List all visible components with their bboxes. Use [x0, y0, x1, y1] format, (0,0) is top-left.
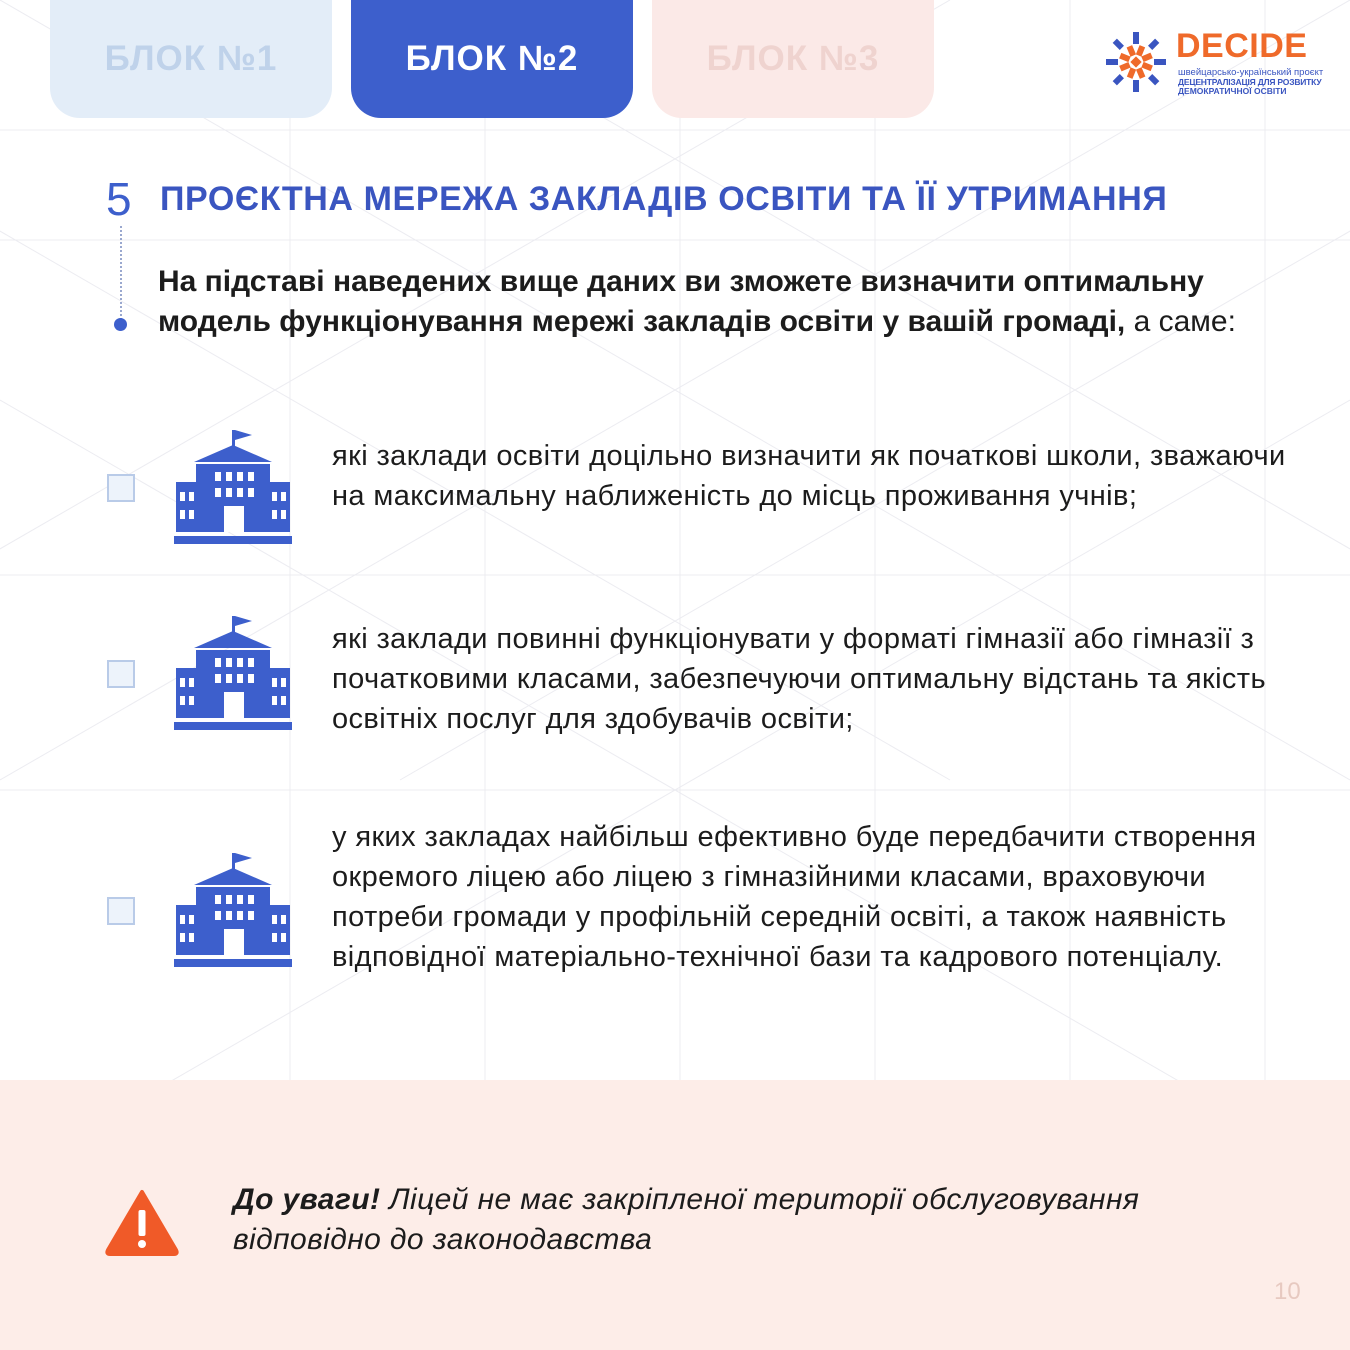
checkbox[interactable] — [107, 474, 135, 502]
intro-bold-text: На підставі наведених вище даних ви зможете визначити оптимальну модель функціонування мережі закладів освіти у вашій громаді, — [158, 265, 1204, 338]
logo-title: DECIDE — [1176, 27, 1308, 65]
logo-subtitle: ДЕМОКРАТИЧНОЇ ОСВІТИ — [1178, 86, 1287, 96]
intro-paragraph — [158, 262, 1258, 342]
checkbox[interactable] — [107, 897, 135, 925]
logo-subtitle: ДЕЦЕНТРАЛІЗАЦІЯ ДЛЯ РОЗВИТКУ — [1178, 77, 1322, 87]
section-number: 5 — [106, 173, 132, 225]
logo-subtitle: швейцарсько-український проєкт — [1178, 67, 1324, 78]
list-item-text: у яких закладах найбільш ефективно буде передбачити створення окремого ліцею або ліцею з гімназійними класами, враховуючи потреби громади у профільній середній освіті, а також наявність відповідної матеріально-технічної бази та кадрового потенціалу. — [332, 821, 1257, 973]
tab-block-2[interactable]: БЛОК №2 — [351, 0, 633, 118]
section-title: ПРОЄКТНА МЕРЕЖА ЗАКЛАДІВ ОСВІТИ ТА ЇЇ УТРИМАННЯ — [160, 180, 1168, 218]
warning-icon — [104, 1188, 180, 1256]
school-building-icon — [174, 853, 292, 969]
notice-body: Ліцей не має закріпленої території обслуговування відповідно до законодавства — [233, 1183, 1140, 1256]
dotted-connector — [120, 226, 122, 320]
notice-bold: До уваги! — [233, 1183, 381, 1216]
tab-block-3[interactable]: БЛОК №3 — [652, 0, 934, 118]
bullet-dot — [114, 318, 127, 331]
school-building-icon — [174, 616, 292, 732]
checkbox[interactable] — [107, 660, 135, 688]
school-building-icon — [174, 430, 292, 546]
decide-logo — [1104, 27, 1324, 100]
list-item-text: які заклади повинні функціонувати у форматі гімназії або гімназії з початковими класами, забезпечуючи оптимальну відстань та якість освітніх послуг для здобувачів освіти; — [332, 623, 1266, 735]
intro-regular-text: а саме: — [1125, 305, 1236, 338]
tab-block-1[interactable]: БЛОК №1 — [50, 0, 332, 118]
decide-snowflake-icon — [1104, 30, 1168, 94]
notice-text — [233, 1180, 1293, 1260]
list-item-text: які заклади освіти доцільно визначити як початкові школи, зважаючи на максимальну наближеність до місць проживання учнів; — [332, 440, 1286, 512]
page-number: 10 — [1274, 1278, 1301, 1305]
